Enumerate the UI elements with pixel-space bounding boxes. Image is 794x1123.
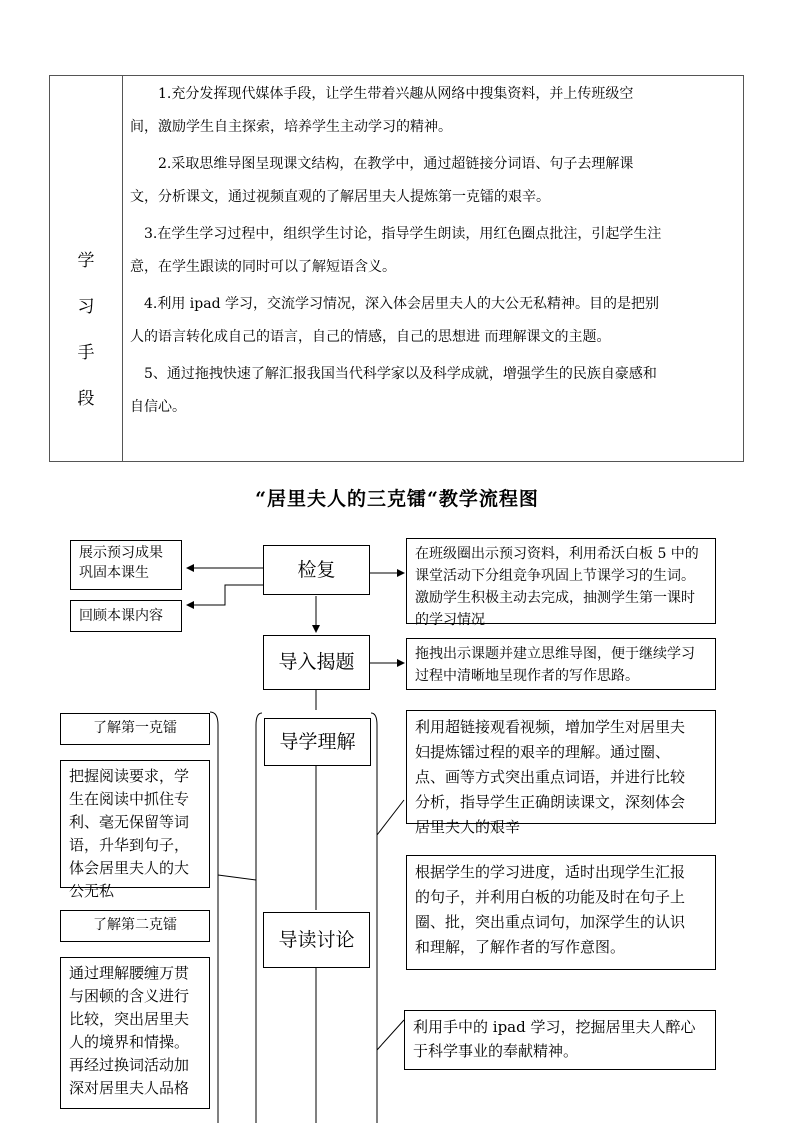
box-line: 生在阅读中抓住专 <box>69 790 190 808</box>
box-line: 比较，突出居里夫 <box>69 1010 190 1028</box>
box-line: 利用手中的 ipad 学习，挖掘居里夫人醉心 <box>413 1018 696 1036</box>
box-line: 展示预习成果 <box>79 545 163 561</box>
paragraph-line: 4.利用 ipad 学习，交流学习情况，深入体会居里夫人的大公无私精神。目的是把别 <box>130 296 660 312</box>
box-line: 利用超链接观看视频，增加学生对居里夫 <box>415 718 686 736</box>
box-line: 分析，指导学生正确朗读课文，深刻体会 <box>415 793 686 811</box>
paragraph-line: 人的语言转化成自己的语言，自己的情感，自己的思想进 而理解课文的主题。 <box>130 329 611 345</box>
box-line: 人的境界和情操。 <box>69 1033 190 1051</box>
first-radium-note-box <box>60 760 210 900</box>
box-line: 与困顿的含义进行 <box>69 987 190 1005</box>
first-radium-box: 了解第一克镭 <box>60 713 210 745</box>
box-line: 于科学事业的奉献精神。 <box>413 1042 579 1060</box>
second-radium-note-box <box>60 957 210 1109</box>
discussion-note-box <box>406 855 716 970</box>
stage-guided-understanding-box: 导学理解 <box>264 718 371 766</box>
paragraph-line: 3.在学生学习过程中，组织学生讨论，指导学生朗读，用红色圈点批注，引起学生注 <box>130 226 662 242</box>
box-line: 的学习情况 <box>415 612 485 628</box>
label-char: 段 <box>77 389 95 409</box>
stage-intro-box: 导入揭题 <box>263 635 370 690</box>
flow-chart-title: “居里夫人的三克镭“教学流程图 <box>255 488 539 510</box>
review-content-box: 回顾本课内容 <box>70 600 182 632</box>
box-line: 圈、批，突出重点词句，加深学生的认识 <box>415 913 686 931</box>
stage-guided-discussion-box: 导读讨论 <box>263 912 370 968</box>
box-line: 激励学生积极主动去完成，抽测学生第一课时 <box>415 590 695 606</box>
box-line: 根据学生的学习进度，适时出现学生汇报 <box>415 863 686 881</box>
box-line: 再经过换词活动加 <box>69 1056 190 1074</box>
box-line: 通过理解腰缠万贯 <box>69 964 190 982</box>
box-line: 语，升华到句子， <box>69 836 190 854</box>
paragraph-line: 文，分析课文，通过视频直观的了解居里夫人提炼第一克镭的艰辛。 <box>130 189 550 205</box>
understanding-note-box <box>406 710 716 836</box>
box-line: 点、画等方式突出重点词语，并进行比较 <box>415 768 686 786</box>
label-char: 学 <box>77 251 95 271</box>
box-line: 把握阅读要求，学 <box>69 767 190 785</box>
paragraph-line: 5、通过拖拽快速了解汇报我国当代科学家以及科学成就，增强学生的民族自豪感和 <box>130 366 657 382</box>
preview-results-box <box>70 540 182 590</box>
paragraph-line: 意，在学生跟读的同时可以了解短语含义。 <box>130 259 396 275</box>
box-line: 利、毫无保留等词 <box>69 813 190 831</box>
paragraph-line: 1.充分发挥现代媒体手段，让学生带着兴趣从网络中搜集资料，并上传班级空 <box>130 86 634 102</box>
stage-review-box: 检复 <box>263 545 370 595</box>
second-radium-box: 了解第二克镭 <box>60 910 210 942</box>
box-line: 巩固本课生 <box>79 565 149 581</box>
box-line: 体会居里夫人的大 <box>69 859 190 877</box>
box-line: 在班级圈出示预习资料，利用希沃白板 5 中的 <box>415 546 699 562</box>
box-line: 居里夫人的艰辛 <box>415 818 521 836</box>
box-line: 妇提炼镭过程的艰辛的理解。通过圈、 <box>415 743 671 761</box>
intro-note-box <box>406 638 716 690</box>
paragraph-line: 2.采取思维导图呈现课文结构，在教学中，通过超链接分词语、句子去理解课 <box>130 156 634 172</box>
paragraph-line: 间，激励学生自主探索，培养学生主动学习的精神。 <box>130 119 452 135</box>
label-char: 手 <box>77 343 95 363</box>
review-note-box <box>406 538 716 628</box>
paragraph-line: 自信心。 <box>130 399 186 415</box>
box-line: 和理解，了解作者的写作意图。 <box>415 938 626 956</box>
box-line: 课堂活动下分组竞争巩固上节课学习的生词。 <box>415 568 695 584</box>
box-line: 拖拽出示课题并建立思维导图，便于继续学习 <box>415 646 695 662</box>
box-line: 过程中清晰地呈现作者的写作思路。 <box>415 668 639 684</box>
ipad-note-box <box>404 1010 716 1070</box>
box-line: 的句子，并利用白板的功能及时在句子上 <box>415 888 686 906</box>
label-char: 习 <box>77 297 95 317</box>
box-line: 深对居里夫人品格 <box>69 1079 190 1097</box>
box-line: 公无私 <box>69 882 115 900</box>
